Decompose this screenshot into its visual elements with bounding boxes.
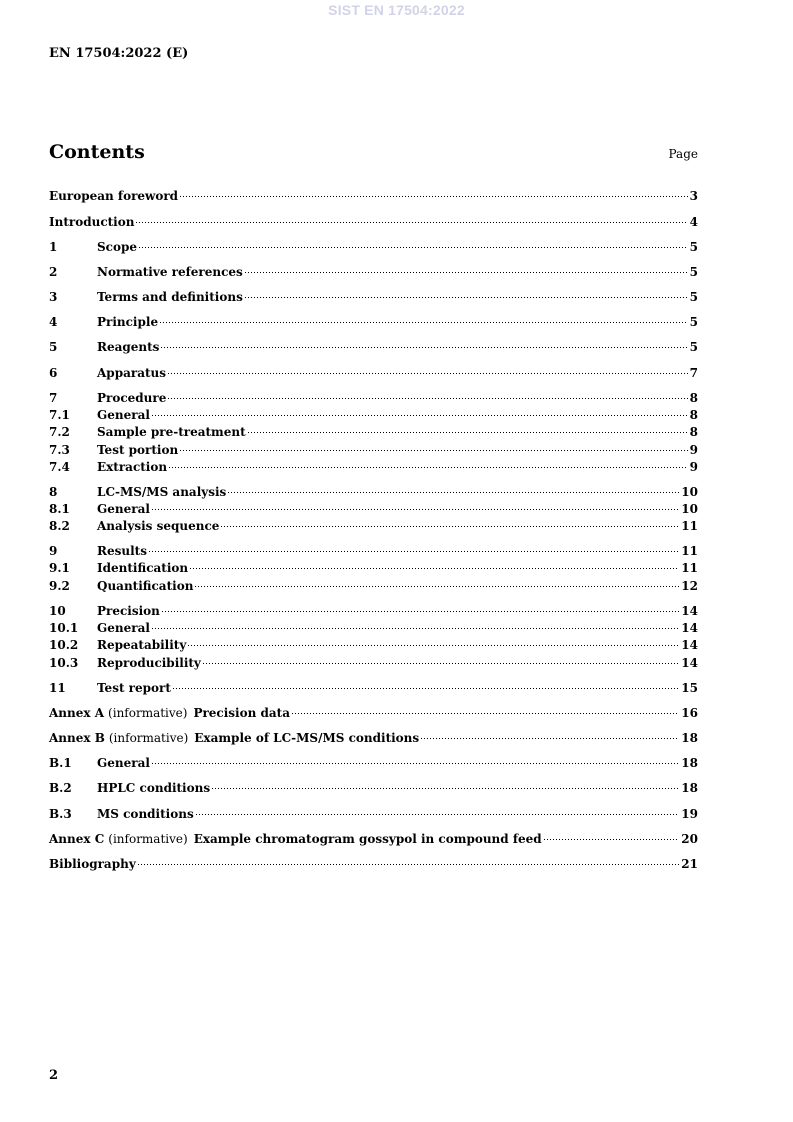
toc-entry[interactable] — [49, 497, 698, 516]
section-page-number: 18 — [681, 731, 698, 745]
section-number: 7.4 — [49, 460, 70, 474]
section-number: 8.1 — [49, 502, 70, 516]
section-page-number: 8 — [689, 425, 698, 439]
section-title: Reagents — [97, 340, 160, 354]
dot-leader — [244, 285, 688, 301]
toc-entry[interactable] — [49, 651, 698, 670]
toc-entry[interactable] — [49, 480, 698, 499]
toc-entry[interactable] — [49, 184, 698, 203]
section-page-number: 12 — [681, 579, 698, 593]
dot-leader — [179, 438, 687, 454]
dot-leader — [211, 776, 679, 792]
toc-entry[interactable] — [49, 676, 698, 695]
annex-type: (informative) — [108, 832, 188, 846]
toc-entry[interactable] — [49, 361, 698, 380]
page-number: 2 — [49, 1068, 59, 1083]
dot-leader — [161, 599, 679, 615]
toc-entry[interactable] — [49, 210, 698, 229]
section-title: Introduction — [49, 215, 135, 229]
section-number: 11 — [49, 681, 66, 695]
toc-entry[interactable] — [49, 235, 698, 254]
toc-entry[interactable] — [49, 776, 698, 795]
dot-leader — [244, 260, 688, 276]
section-title: Test report — [97, 681, 171, 695]
section-title: General — [97, 408, 150, 422]
toc-entry[interactable] — [49, 556, 698, 575]
dot-leader — [227, 480, 679, 496]
dot-leader — [167, 386, 687, 402]
section-number: B.2 — [49, 781, 72, 795]
toc-entry[interactable] — [49, 599, 698, 618]
section-page-number: 4 — [689, 215, 698, 229]
section-number: 10.2 — [49, 638, 79, 652]
section-page-number: 14 — [681, 638, 698, 652]
dot-leader — [187, 633, 679, 649]
toc-entry[interactable] — [49, 455, 698, 474]
section-title: Example of LC-MS/MS conditions — [194, 731, 420, 745]
section-title: Reproducibility — [97, 656, 201, 670]
section-page-number: 14 — [681, 621, 698, 635]
section-page-number: 5 — [689, 340, 698, 354]
section-page-number: 11 — [681, 544, 698, 558]
section-title: Normative references — [97, 265, 243, 279]
section-title: Sample pre-treatment — [97, 425, 246, 439]
section-page-number: 11 — [681, 519, 698, 533]
section-page-number: 9 — [689, 460, 698, 474]
section-page-number: 5 — [689, 265, 698, 279]
section-number: 9.1 — [49, 561, 70, 575]
section-title: MS conditions — [97, 807, 194, 821]
section-page-number: 5 — [689, 315, 698, 329]
section-title: Terms and definitions — [97, 290, 243, 304]
toc-entry[interactable] — [49, 403, 698, 422]
section-page-number: 5 — [689, 290, 698, 304]
toc-entry[interactable] — [49, 420, 698, 439]
dot-leader — [168, 455, 688, 471]
watermark: SIST EN 17504:2022 — [328, 2, 465, 18]
dot-leader — [247, 420, 688, 436]
section-title: Apparatus — [97, 366, 166, 380]
section-page-number: 7 — [689, 366, 698, 380]
section-title: Repeatability — [97, 638, 187, 652]
section-number: 7 — [49, 391, 58, 405]
dot-leader — [179, 184, 688, 200]
section-page-number: 11 — [681, 561, 698, 575]
toc-entry[interactable] — [49, 310, 698, 329]
section-page-number: 16 — [681, 706, 698, 720]
dot-leader — [194, 574, 679, 590]
section-page-number: 5 — [689, 240, 698, 254]
section-number: 6 — [49, 366, 58, 380]
document-id: EN 17504:2022 (E) — [49, 46, 189, 61]
toc-entry[interactable] — [49, 335, 698, 354]
section-title: Principle — [97, 315, 159, 329]
section-page-number: 14 — [681, 656, 698, 670]
section-number: 7.3 — [49, 443, 70, 457]
section-page-number: 18 — [681, 781, 698, 795]
section-number: 10.1 — [49, 621, 79, 635]
section-title: General — [97, 621, 150, 635]
dot-leader — [291, 701, 679, 717]
annex-label: Annex B — [49, 731, 105, 745]
section-title: General — [97, 502, 150, 516]
section-page-number: 20 — [681, 832, 698, 846]
section-title: General — [97, 756, 150, 770]
dot-leader — [420, 726, 679, 742]
dot-leader — [135, 210, 687, 226]
section-number: 8.2 — [49, 519, 70, 533]
section-page-number: 3 — [689, 189, 698, 203]
dot-leader — [151, 751, 679, 767]
toc-entry[interactable] — [49, 539, 698, 558]
section-number: 5 — [49, 340, 58, 354]
section-number: 7.2 — [49, 425, 70, 439]
section-number: 4 — [49, 315, 58, 329]
dot-leader — [167, 361, 688, 377]
section-title: HPLC conditions — [97, 781, 211, 795]
toc-entry[interactable] — [49, 802, 698, 821]
section-title: Identification — [97, 561, 189, 575]
section-page-number: 21 — [681, 857, 698, 871]
section-number: 7.1 — [49, 408, 70, 422]
dot-leader — [172, 676, 679, 692]
section-title: Precision data — [193, 706, 291, 720]
section-page-number: 10 — [681, 485, 698, 499]
toc-entry[interactable] — [49, 633, 698, 652]
toc-entry[interactable] — [49, 852, 698, 871]
section-number: 9 — [49, 544, 58, 558]
section-title: Analysis sequence — [97, 519, 220, 533]
dot-leader — [151, 497, 679, 513]
section-title: Precision — [97, 604, 160, 618]
toc-entry[interactable] — [49, 260, 698, 279]
dot-leader — [151, 616, 679, 632]
toc-entry[interactable] — [49, 726, 698, 745]
section-page-number: 8 — [689, 408, 698, 422]
section-number: 9.2 — [49, 579, 70, 593]
toc-entry[interactable] — [49, 751, 698, 770]
toc-entry[interactable] — [49, 285, 698, 304]
dot-leader — [189, 556, 679, 572]
section-number: 8 — [49, 485, 58, 499]
annex-type: (informative) — [108, 706, 188, 720]
dot-leader — [543, 827, 680, 843]
section-title: European foreword — [49, 189, 179, 203]
section-page-number: 19 — [681, 807, 698, 821]
contents-title: Contents — [49, 141, 145, 163]
toc-entry[interactable] — [49, 386, 698, 405]
section-title: LC-MS/MS analysis — [97, 485, 227, 499]
section-title: Results — [97, 544, 147, 558]
section-page-number: 14 — [681, 604, 698, 618]
section-page-number: 10 — [681, 502, 698, 516]
section-title: Procedure — [97, 391, 167, 405]
toc-entry[interactable] — [49, 701, 698, 720]
dot-leader — [159, 310, 688, 326]
section-number: B.3 — [49, 807, 72, 821]
section-number: 1 — [49, 240, 58, 254]
section-title: Extraction — [97, 460, 168, 474]
dot-leader — [138, 235, 688, 251]
section-title: Scope — [97, 240, 138, 254]
toc-entry[interactable] — [49, 514, 698, 533]
dot-leader — [151, 403, 688, 419]
annex-label: Annex C — [49, 832, 105, 846]
section-number: 10 — [49, 604, 66, 618]
section-number: 3 — [49, 290, 58, 304]
section-number: B.1 — [49, 756, 72, 770]
toc-entry[interactable] — [49, 827, 698, 846]
dot-leader — [160, 335, 687, 351]
dot-leader — [220, 514, 679, 530]
page-column-label: Page — [668, 147, 698, 161]
dot-leader — [137, 852, 680, 868]
dot-leader — [195, 802, 680, 818]
toc-entry[interactable] — [49, 438, 698, 457]
annex-label: Annex A — [49, 706, 105, 720]
dot-leader — [202, 651, 679, 667]
annex-type: (informative) — [108, 731, 189, 745]
dot-leader — [148, 539, 679, 555]
section-number: 2 — [49, 265, 58, 279]
section-page-number: 15 — [681, 681, 698, 695]
section-title: Quantification — [97, 579, 194, 593]
section-page-number: 18 — [681, 756, 698, 770]
toc-entry[interactable] — [49, 616, 698, 635]
section-page-number: 8 — [689, 391, 698, 405]
section-title: Test portion — [97, 443, 179, 457]
section-page-number: 9 — [689, 443, 698, 457]
section-number: 10.3 — [49, 656, 79, 670]
section-title: Example chromatogram gossypol in compound feed — [193, 832, 542, 846]
section-title: Bibliography — [49, 857, 136, 871]
toc-entry[interactable] — [49, 574, 698, 593]
